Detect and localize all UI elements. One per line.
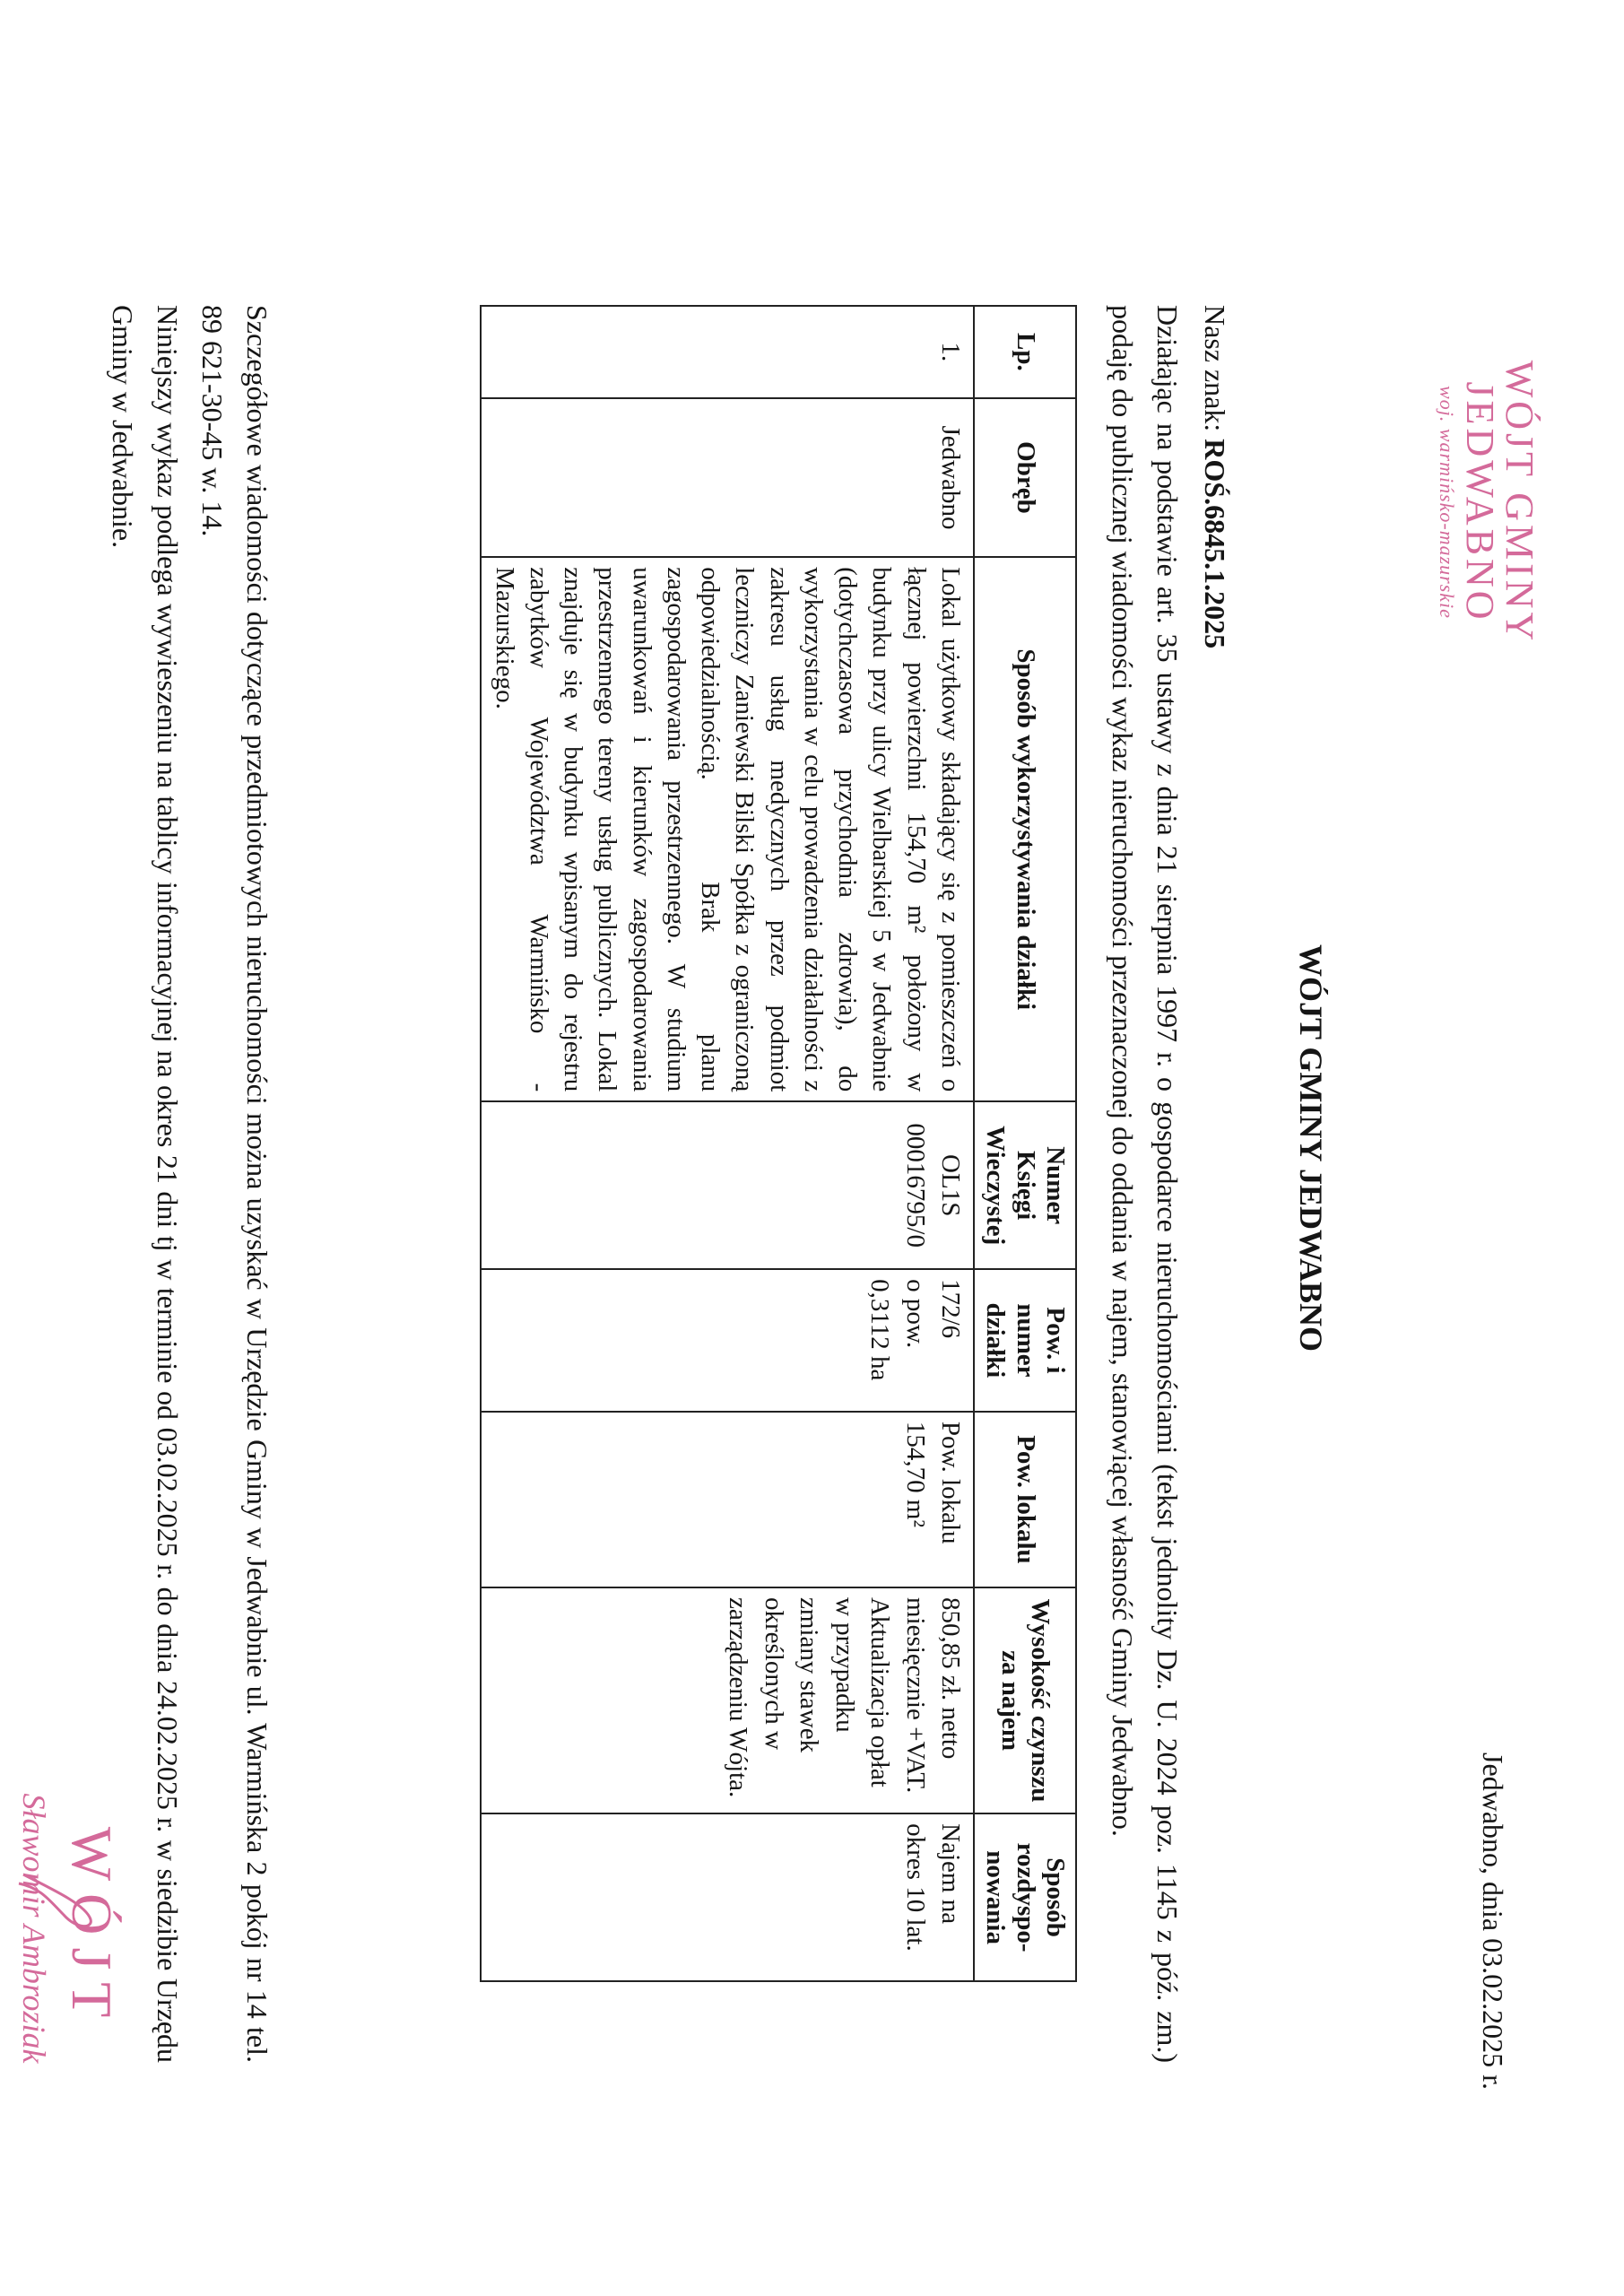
stamp-line-2: JEDWABNO xyxy=(1457,381,1502,623)
header-ksiega-wieczysta: Numer Księgi Wieczystej xyxy=(973,1101,1075,1269)
cell-dzialka xyxy=(481,1269,974,1412)
cell-sposob: Najem na okres 10 lat. xyxy=(481,1813,974,1981)
header-sposob-rozdysponowania: Sposób rozdyspo-nowania xyxy=(973,1813,1075,1981)
cell-pow-lokalu xyxy=(481,1412,974,1587)
reference-number xyxy=(1194,305,1234,648)
notice-paragraph: Niniejszy wykaz podlega wywieszeniu na tablicy informacyjnej na okres 21 dni tj w terminie od 03.02.2025 r. do dnia 24.02.2025 r. w siedzibie Urzędu Gminy w Jedwabnie. xyxy=(106,305,184,2063)
kw-line-1: OL1S xyxy=(935,1154,965,1217)
header-pow-lokalu: Pow. lokalu xyxy=(973,1412,1075,1587)
document-title: WÓJT GMINY JEDWABNO xyxy=(1292,944,1329,1352)
header-czynsz: Wysokość czynszu za najem xyxy=(973,1587,1075,1813)
lokal-line-2: 154,70 m² xyxy=(900,1421,930,1528)
reference-value: ROŚ.6845.1.2025 xyxy=(1198,439,1231,649)
office-stamp xyxy=(1433,305,1539,700)
document-date: Jedwabno, dnia 03.02.2025 r. xyxy=(1476,1752,1509,2090)
cell-lp: 1. xyxy=(481,306,974,398)
property-table xyxy=(480,305,1077,1982)
header-obreb: Obręb xyxy=(973,398,1075,557)
signature-name: Sławomir Ambroziak xyxy=(15,1793,52,2064)
reference-label: Nasz znak: xyxy=(1198,305,1231,439)
signature-block xyxy=(15,1767,131,2090)
stamp-line-3: woj. warmińsko-mazurskie xyxy=(1435,386,1458,619)
cell-description: Lokal użytkowy składający się z pomieszczeń o łącznej powierzchni 154,70 m² położony w budynku przy ulicy Wielbarskiej 5 w Jedwabnie (dotychczasowa przychodnia zdrowia), do wykorzystania w celu prowadzenia działalności z zakresu usług medycznych przez podmiot leczniczy Zaniewski Bilski Spółka z ograniczoną odpowiedzialnością. Brak planu zagospodarowania przestrzennego. W studium uwarunkowań i kierunków zagospodarowania przestrzennego tereny usług publicznych. Lokal znajduje się w budynku wpisanym do rejestru zabytków Województwa Warmińsko -Mazurskiego. xyxy=(481,557,974,1101)
dzialka-line-1: 172/6 xyxy=(935,1279,965,1339)
header-sposob-wykorzystywania: Sposób wykorzystywania działki xyxy=(973,557,1075,1101)
signature-title: WÓJT xyxy=(59,1826,124,2031)
cell-czynsz: 850,85 zł. netto miesięcznie +VAT. Aktualizacja opłat w przypadku zmiany stawek określonych w zarządzeniu Wójta. xyxy=(481,1587,974,1813)
dzialka-line-3: 0,3112 ha xyxy=(864,1279,894,1381)
rotated-document-page xyxy=(15,72,1602,2224)
intro-paragraph: Działając na podstawie art. 35 ustawy z dnia 21 sierpnia 1997 r. o gospodarce nieruchomościami (tekst jednolity Dz. U. 2024 poz. 1145 z póź. zm.) podaję do publicznej wiadomości wykaz nieruchomości przeznaczonej do oddania w najem, stanowiącej własność Gminy Jedwabno. xyxy=(1106,305,1184,2063)
cell-kw xyxy=(481,1101,974,1269)
dzialka-line-2: o pow. xyxy=(900,1279,930,1349)
details-paragraph: Szczegółowe wiadomości dotyczące przedmiotowych nieruchomości można uzyskać w Urzędzie Gminy w Jedwabnie ul. Warmińska 2 pokój nr 14 tel. 89 621-30-45 w. 14. xyxy=(195,305,274,2063)
header-lp: Lp. xyxy=(973,306,1075,398)
header-dzialka: Pow. i numer działki xyxy=(973,1269,1075,1412)
table-row xyxy=(481,306,974,1981)
table-header-row xyxy=(973,306,1075,1981)
lokal-line-1: Pow. lokalu xyxy=(935,1421,965,1544)
cell-obreb: Jedwabno xyxy=(481,398,974,557)
stamp-line-1: WÓJT GMINY xyxy=(1497,360,1541,645)
kw-line-2: 00016795/0 xyxy=(900,1123,930,1248)
